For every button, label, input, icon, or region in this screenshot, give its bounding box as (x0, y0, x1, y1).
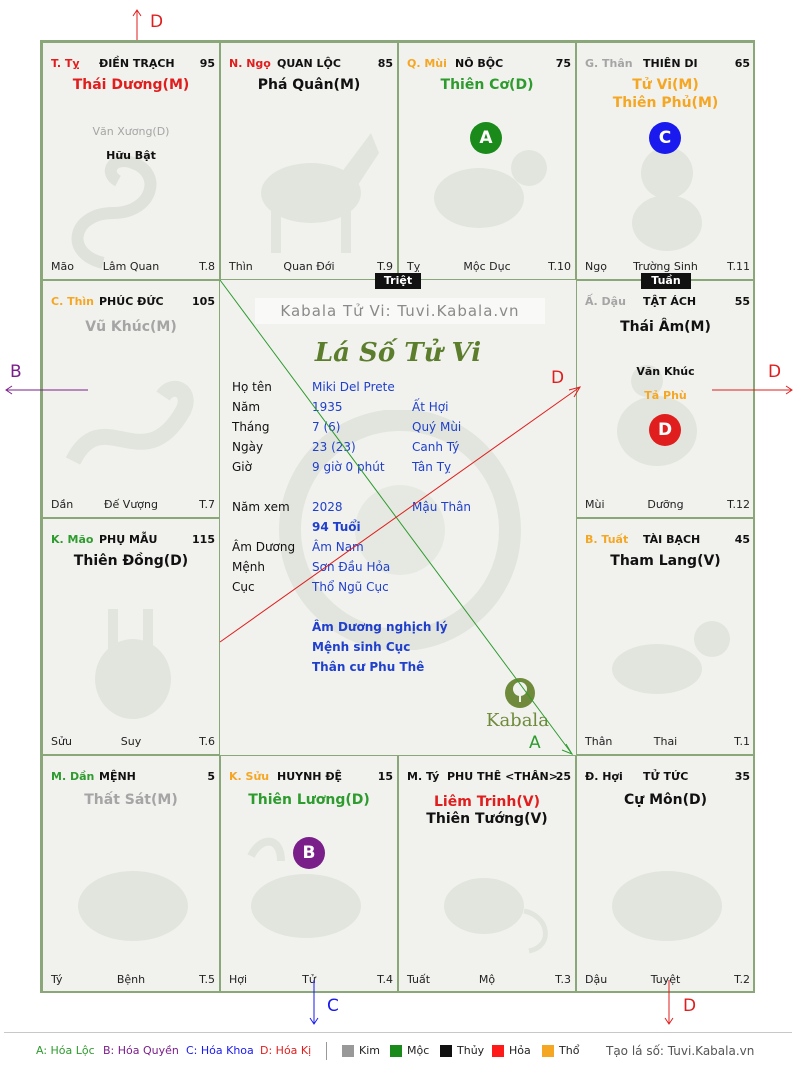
cell-foot-left: Ngọ (585, 260, 607, 273)
legend-hoa: Hỏa (509, 1044, 531, 1057)
cell-name: ĐIỀN TRẠCH (99, 57, 175, 70)
cell-foot-right: T.10 (548, 260, 571, 273)
minor-star: Văn Khúc (636, 365, 695, 378)
cell-name: QUAN LỘC (277, 57, 341, 70)
main-star: Phá Quân(M) (257, 77, 361, 93)
arrow-b-left-label: B (10, 362, 22, 382)
legend-hoa-loc: A: Hóa Lộc (36, 1044, 95, 1057)
info-label: Năm xem (232, 500, 290, 514)
cell-name: NÔ BỘC (455, 57, 504, 70)
cell-name: TẬT ÁCH (643, 295, 697, 308)
cell-foot-middle: Trường Sinh (633, 260, 698, 273)
arrow-d-right-label: D (768, 362, 782, 382)
arrow-d-inner-label: D (551, 368, 565, 388)
arrow-d-top-label: D (150, 12, 164, 32)
legend-swatch-moc (390, 1045, 402, 1057)
cell-foot-right: T.6 (199, 735, 215, 748)
cell-number: 95 (199, 57, 215, 70)
main-star: Thiên Lương(D) (248, 792, 370, 808)
legend-hoa-quyen: B: Hóa Quyền (103, 1044, 179, 1057)
legend-tho: Thổ (559, 1044, 580, 1057)
info-value: 7 (6) (312, 420, 341, 434)
watermark-text: Kabala Tử Vi: Tuvi.Kabala.vn (255, 298, 545, 324)
cell-foot-middle: Đế Vượng (104, 498, 158, 511)
cell-can: M. Tý (407, 770, 440, 783)
main-star: Tham Lang(V) (610, 553, 721, 569)
triet-tag: Triệt (375, 273, 421, 289)
cell-can: Đ. Hợi (585, 770, 623, 783)
main-star: Tử Vi(M) (632, 77, 699, 93)
legend-kim: Kim (359, 1044, 380, 1057)
cell-foot-middle: Lâm Quan (102, 260, 160, 273)
cell-name: THIÊN DI (643, 57, 698, 70)
cell-name: PHÚC ĐỨC (99, 295, 164, 308)
cell-foot-middle: Mộ (478, 973, 496, 986)
cell-foot-left: Thân (585, 735, 613, 748)
info-note-text: Thân cư Phu Thê (312, 660, 425, 674)
info-label: Cục (232, 580, 255, 594)
info-note-text: Mệnh sinh Cục (312, 640, 411, 654)
main-star: Cự Môn(D) (623, 792, 708, 808)
legend-separator (326, 1042, 327, 1060)
main-star: Thiên Cơ(D) (440, 77, 534, 93)
cell-foot-middle: Thai (653, 735, 678, 748)
cell-foot-right: T.11 (727, 260, 750, 273)
cell-foot-left: Mùi (585, 498, 605, 511)
hoa-ki-badge: D (649, 414, 681, 446)
info-value: 9 giờ 0 phút (312, 460, 385, 474)
legend-site-link[interactable]: Tạo lá số: Tuvi.Kabala.vn (606, 1044, 755, 1058)
arrow-b-left (2, 380, 92, 400)
cell-name: PHỤ MẪU (99, 533, 158, 546)
info-value: Âm Nam (312, 540, 364, 554)
legend-hoa-ki: D: Hóa Kị (260, 1044, 312, 1057)
cell-name: MỆNH (99, 770, 136, 783)
info-label: Ngày (232, 440, 264, 454)
cell-foot-left: Tý (51, 973, 63, 986)
info-age: 94 Tuổi (312, 520, 361, 534)
info-label: Âm Dương (232, 540, 296, 554)
info-note-text: Âm Dương nghịch lý (312, 620, 448, 634)
arrow-d-right (712, 380, 796, 400)
info-can-chi: Tân Tỵ (412, 460, 452, 474)
main-star: Thiên Đồng(D) (73, 553, 189, 569)
chart-title: Lá Số Tử Vi (314, 338, 482, 368)
cell-foot-right: T.12 (727, 498, 750, 511)
aspect-lines (42, 42, 757, 995)
info-can-chi: Canh Tý (412, 440, 460, 454)
legend-moc: Mộc (407, 1044, 430, 1057)
main-star: Thiên Tướng(V) (426, 811, 548, 827)
legend-swatch-tho (542, 1045, 554, 1057)
cell-name: PHU THÊ <THÂN> (447, 770, 558, 783)
cell-number: 15 (377, 770, 393, 783)
cell-can: G. Thân (585, 57, 633, 70)
main-star: Thái Âm(M) (620, 319, 711, 335)
cell-number: 85 (377, 57, 393, 70)
arrow-d-bottom-label: D (683, 996, 697, 1016)
cell-number: 45 (734, 533, 750, 546)
cell-name: TỬ TỨC (643, 770, 689, 783)
cell-number: 5 (207, 770, 215, 783)
info-value: Miki Del Prete (312, 380, 395, 394)
minor-star: Tả Phù (644, 389, 687, 402)
info-value: Sơn Đầu Hỏa (312, 560, 391, 574)
minor-star: Văn Xương(D) (92, 125, 170, 138)
main-star: Vũ Khúc(M) (85, 319, 177, 335)
cell-number: 55 (734, 295, 750, 308)
cell-foot-middle: Dưỡng (647, 498, 684, 511)
info-label: Họ tên (232, 380, 272, 394)
cell-number: 115 (192, 533, 215, 546)
cell-number: 25 (555, 770, 571, 783)
info-label: Giờ (232, 460, 252, 474)
cell-foot-left: Tỵ (407, 260, 421, 273)
cell-foot-middle: Suy (120, 735, 142, 748)
hoa-khoa-badge: C (649, 122, 681, 154)
legend (0, 1032, 796, 1062)
cell-foot-right: T.7 (199, 498, 215, 511)
cell-foot-middle: Mộc Dục (463, 260, 511, 273)
legend-swatch-kim (342, 1045, 354, 1057)
cell-foot-left: Dần (51, 498, 74, 511)
kabala-logo-text: Kabala (486, 710, 549, 731)
info-value: 1935 (312, 400, 343, 414)
cell-can: M. Dần (51, 770, 95, 783)
main-star: Liêm Trinh(V) (434, 794, 540, 810)
cell-foot-left: Tuất (407, 973, 431, 986)
cell-foot-left: Sửu (51, 735, 72, 748)
info-label: Năm (232, 400, 261, 414)
main-star: Thất Sát(M) (84, 792, 178, 808)
cell-foot-right: T.8 (199, 260, 215, 273)
info-label: Tháng (232, 420, 270, 434)
cell-foot-middle: Tuyệt (650, 973, 681, 986)
info-value: Thổ Ngũ Cục (312, 580, 389, 594)
main-star: Thái Dương(M) (72, 77, 190, 93)
info-label: Mệnh (232, 560, 265, 574)
cell-foot-left: Mão (51, 260, 74, 273)
cell-can: K. Mão (51, 533, 94, 546)
cell-can: K. Sửu (229, 770, 270, 783)
tuan-tag: Tuần (641, 273, 691, 289)
cell-foot-right: T.1 (734, 735, 750, 748)
cell-can: Ấ. Dậu (585, 295, 626, 308)
cell-foot-middle: Quan Đới (283, 260, 335, 273)
cell-foot-left: Thìn (229, 260, 253, 273)
cell-can: Q. Mùi (407, 57, 447, 70)
legend-hoa-khoa: C: Hóa Khoa (186, 1044, 254, 1057)
cell-foot-right: T.2 (734, 973, 750, 986)
info-can-chi: Quý Mùi (412, 420, 462, 434)
arrow-a-inner-label: A (529, 733, 541, 753)
cell-can: T. Tỵ (51, 57, 80, 70)
cell-foot-middle: Tử (302, 973, 316, 986)
legend-swatch-thuy (440, 1045, 452, 1057)
cell-foot-left: Dậu (585, 973, 608, 986)
cell-foot-right: T.4 (377, 973, 393, 986)
cell-can: N. Ngọ (229, 57, 271, 70)
info-can-chi: Ất Hợi (412, 400, 449, 414)
cell-name: TÀI BẠCH (643, 533, 701, 546)
cell-foot-middle: Bệnh (116, 973, 146, 986)
cell-number: 65 (734, 57, 750, 70)
cell-number: 35 (734, 770, 750, 783)
cell-name: HUYNH ĐỆ (277, 770, 343, 783)
legend-swatch-hoa (492, 1045, 504, 1057)
hoa-quyen-badge: B (293, 837, 325, 869)
main-star: Thiên Phủ(M) (612, 95, 719, 111)
cell-foot-right: T.9 (377, 260, 393, 273)
cell-foot-right: T.3 (555, 973, 571, 986)
hoa-loc-badge: A (470, 122, 502, 154)
cell-number: 75 (555, 57, 571, 70)
cell-foot-right: T.5 (199, 973, 215, 986)
chart-board (40, 40, 755, 993)
cell-can: B. Tuất (585, 533, 629, 546)
arrow-c-bottom-label: C (327, 996, 339, 1016)
info-value: 23 (23) (312, 440, 356, 454)
cell-number: 105 (192, 295, 215, 308)
minor-star: Hữu Bật (106, 149, 156, 162)
cell-foot-left: Hợi (229, 973, 248, 986)
info-can-chi: Mậu Thân (412, 500, 472, 514)
cell-can: C. Thìn (51, 295, 95, 308)
arrow-d-bottom (659, 980, 679, 1028)
info-value: 2028 (312, 500, 343, 514)
legend-thuy: Thủy (457, 1044, 485, 1057)
arrow-c-bottom (304, 980, 324, 1028)
